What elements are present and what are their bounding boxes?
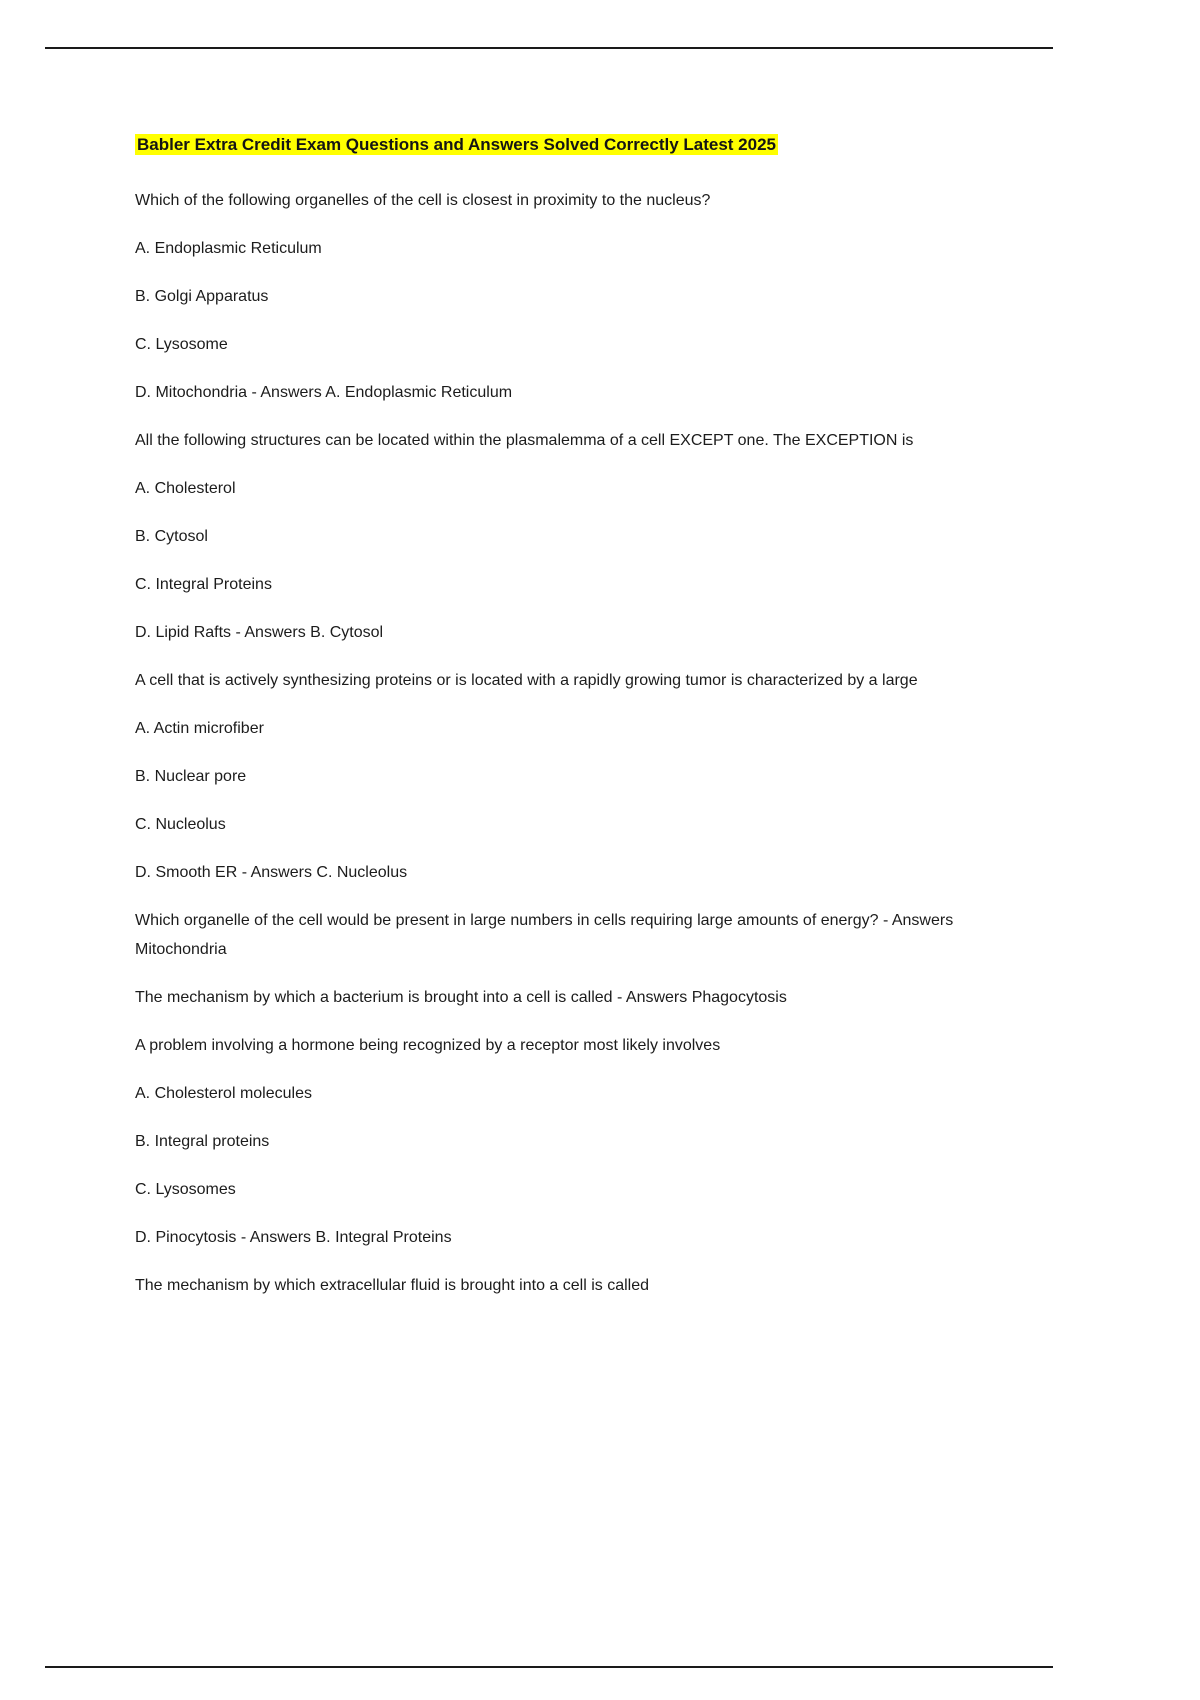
paragraph: D. Smooth ER - Answers C. Nucleolus bbox=[135, 864, 408, 881]
paragraph: Which of the following organelles of the cell is closest in proximity to the nucleus? bbox=[135, 192, 711, 209]
document-title-line bbox=[135, 133, 995, 158]
paragraph: A. Cholesterol bbox=[135, 480, 236, 497]
paragraph: B. Nuclear pore bbox=[135, 768, 247, 785]
paragraph: B. Golgi Apparatus bbox=[135, 288, 269, 305]
paragraph: Which organelle of the cell would be present in large numbers in cells requiring large amounts of energy? - Answers Mitochondria bbox=[135, 912, 954, 958]
paragraph: B. Integral proteins bbox=[135, 1133, 270, 1150]
paragraph: A. Actin microfiber bbox=[135, 720, 264, 737]
paragraph: D. Lipid Rafts - Answers B. Cytosol bbox=[135, 624, 384, 641]
paragraph: The mechanism by which a bacterium is brought into a cell is called - Answers Phagocytosis bbox=[135, 989, 787, 1006]
paragraph: A cell that is actively synthesizing proteins or is located with a rapidly growing tumor is characterized by a large bbox=[135, 672, 918, 689]
paragraph: B. Cytosol bbox=[135, 528, 208, 545]
paragraph: C. Integral Proteins bbox=[135, 576, 272, 593]
paragraph: D. Mitochondria - Answers A. Endoplasmic Reticulum bbox=[135, 384, 513, 401]
paragraph: C. Lysosomes bbox=[135, 1181, 236, 1198]
paragraph: A. Endoplasmic Reticulum bbox=[135, 240, 322, 257]
header-rule bbox=[45, 47, 1053, 49]
footer-rule bbox=[45, 1666, 1053, 1668]
paragraph: The mechanism by which extracellular fluid is brought into a cell is called bbox=[135, 1277, 650, 1294]
paragraph: All the following structures can be located within the plasmalemma of a cell EXCEPT one. The EXCEPTION is bbox=[135, 432, 914, 449]
paragraph: A problem involving a hormone being recognized by a receptor most likely involves bbox=[135, 1037, 721, 1054]
document-title: Babler Extra Credit Exam Questions and Answers Solved Correctly Latest 2025 bbox=[137, 135, 776, 154]
document-content bbox=[135, 133, 995, 1319]
paragraph: C. Lysosome bbox=[135, 336, 228, 353]
paragraph: D. Pinocytosis - Answers B. Integral Proteins bbox=[135, 1229, 452, 1246]
paragraph: C. Nucleolus bbox=[135, 816, 226, 833]
paragraph: A. Cholesterol molecules bbox=[135, 1085, 312, 1102]
